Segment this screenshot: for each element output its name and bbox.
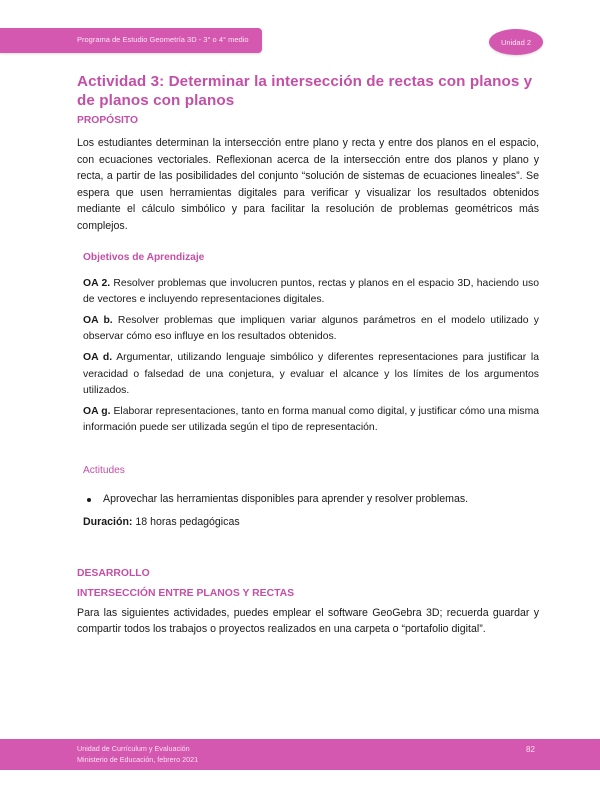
section-text: Para las siguientes actividades, puedes emplear el software GeoGebra 3D; recuerda guardar y compartir todos los trabajos o proyectos realizados en una carpeta o “portafolio digital”. xyxy=(77,606,539,635)
bullet-icon xyxy=(87,498,91,502)
development-label: DESARROLLO xyxy=(77,567,150,579)
unit-label: Unidad 2 xyxy=(500,37,532,47)
objective-item xyxy=(83,313,539,346)
footer-bar xyxy=(0,739,600,770)
duration xyxy=(83,516,539,528)
objective-text: Resolver problemas que impliquen variar algunos parámetros en el modelo utilizado y observar cómo eso influye en los resultados obtenidos. xyxy=(83,314,539,343)
page-content xyxy=(77,72,539,637)
program-title: Programa de Estudio Geometría 3D - 3° o 4° medio xyxy=(77,35,249,44)
objective-item xyxy=(83,276,539,309)
objective-text: Argumentar, utilizando lenguaje simbólico y diferentes representaciones para justificar la veracidad o falsedad de una conjetura, y evaluar el alcance y los límites de los argumentos utilizados. xyxy=(83,351,539,397)
footer-line1: Unidad de Currículum y Evaluación xyxy=(77,744,190,753)
purpose-label: PROPÓSITO xyxy=(77,115,139,126)
attitudes-list xyxy=(83,493,539,505)
objective-code: OA d. xyxy=(83,351,113,363)
attitude-item: Aprovechar las herramientas disponibles para aprender y resolver problemas. xyxy=(83,493,539,505)
objective-item xyxy=(83,350,539,400)
attitudes-heading: Actitudes xyxy=(83,464,125,476)
objective-text: Elaborar representaciones, tanto en forma manual como digital, y justificar cómo una misma información puede ser utilizada según el tipo de representación. xyxy=(83,405,540,434)
program-header-bar xyxy=(0,28,262,53)
unit-badge xyxy=(489,29,543,55)
objective-code: OA b. xyxy=(83,314,113,326)
section-heading: INTERSECCIÓN ENTRE PLANOS Y RECTAS xyxy=(77,587,295,599)
duration-value: 18 horas pedagógicas xyxy=(132,515,240,528)
footer-line2: Ministerio de Educación, febrero 2021 xyxy=(77,755,199,764)
activity-title: Actividad 3: Determinar la intersección de rectas con planos y de planos con planos xyxy=(77,73,533,109)
objective-text: Resolver problemas que involucren puntos, rectas y planos en el espacio 3D, haciendo uso de vectores e incluyendo representaciones digitales. xyxy=(83,277,539,306)
purpose-text: Los estudiantes determinan la intersección entre plano y recta y entre dos planos en el espacio, con ecuaciones vectoriales. Reflexionan acerca de la intersección entre dos planos y plano y recta, a partir de las posibilidades del conjunto “solución de sistemas de ecuaciones lineales”. Se espera que usen herramientas digitales para verificar y visualizar los resultados obtenidos mediante el cálculo simbólico y para facilitar la resolución de problemas geométricos más complejos. xyxy=(77,137,539,232)
objective-code: OA g. xyxy=(83,405,111,417)
objectives-heading: Objetivos de Aprendizaje xyxy=(83,251,205,263)
page-number: 82 xyxy=(526,745,535,754)
duration-label: Duración: xyxy=(83,515,133,528)
objective-code: OA 2. xyxy=(83,277,111,289)
objective-item xyxy=(83,404,539,437)
